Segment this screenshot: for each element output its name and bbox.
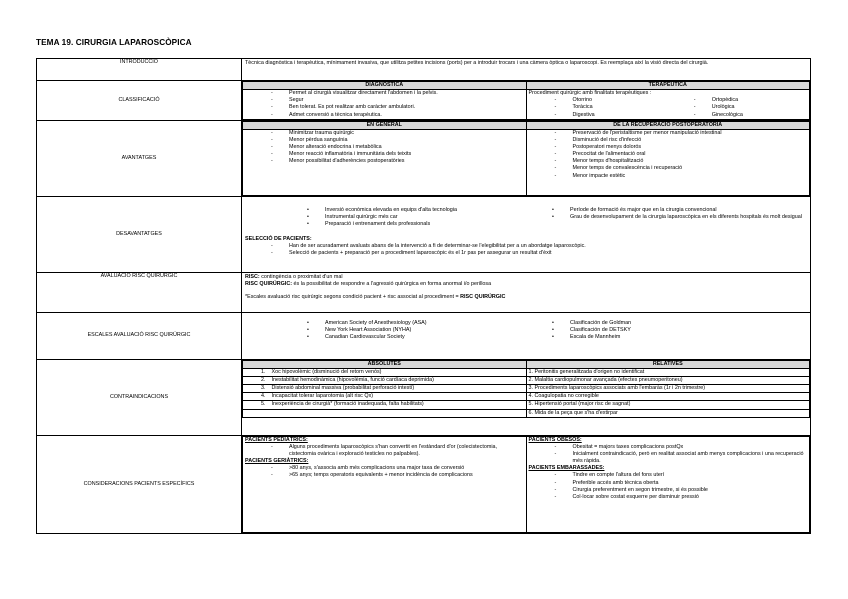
list-item: - Selecció de pacients + preparació per a procediment laparoscòpic és el 1r pas per assegurar un resultat d'èxit xyxy=(245,250,807,257)
list-item: - Menor possibilitat d'adherències postoperatòries xyxy=(245,158,524,165)
diag-header: DIAGNÒSTICA xyxy=(243,82,527,90)
list-item: - Han de ser acuradament avaluats abans de la intervenció a fi de determinar-se l'elegibilitat per a un abordatge laparoscòpic. xyxy=(245,243,807,250)
list-item: • Escala de Mannheim xyxy=(526,334,807,341)
row-introduccio xyxy=(37,59,811,81)
gen-list xyxy=(245,130,524,166)
list-item: - Cirurgia preferentment en segon trimestre, si és possible xyxy=(529,487,808,494)
risc-quir-text: és la possibilitat de respondre a l'agressió quirúrgica en forma anormal i/o perillosa xyxy=(293,280,492,287)
note-prefix: *Escales avaluació risc quirúrgic segons condició pacient + risc associat al procediment = xyxy=(245,294,461,300)
label-escales: ESCALES AVALUACIÓ RISC QUIRÚRGIC xyxy=(37,312,242,359)
risc-text: contingència o proximitat d'un mal xyxy=(261,273,343,280)
num: 5. xyxy=(261,401,266,408)
label-contraindicacions: CONTRAINDICACIONS xyxy=(37,359,242,435)
contraindicacions-table xyxy=(242,360,810,418)
list-item: • Preparació i entrenament dels professionals xyxy=(281,221,526,228)
list-item: - Ben tolerat. Es pot realitzar amb caràcter ambulatori. xyxy=(245,104,524,111)
obe-title: PACIENTS OBESOS: xyxy=(528,436,582,443)
list-item: - Menor pèrdua sanguínia xyxy=(245,137,524,144)
label-introduccio: INTRODUCCIÓ xyxy=(37,59,242,81)
abs-item: Inestabilitat hemodinàmica (hipovolèmia, funció cardíaca deprimida) xyxy=(271,377,434,383)
row-avaluacio xyxy=(37,272,811,312)
list-item: • Període de formació és major que en la cirurgia convencional xyxy=(526,207,807,214)
ped-title: PACIENTS PEDIÀTRICS: xyxy=(245,436,308,443)
ter-intro: Procediment quirúrgic amb finalitats terapèutiques : xyxy=(528,90,652,97)
rel-item: 2. Malaltia cardiopulmonar avançada (efectes pneumoperitoneu) xyxy=(526,377,810,385)
rel-item: 4. Coagulopatia no corregible xyxy=(526,393,810,401)
list-item: - Inicialment contraindicació, però en realitat associat amb menys complicacions i una recuperació més ràpida. xyxy=(529,451,808,465)
emb-title: PACIENTS EMBARASSADES: xyxy=(528,465,605,472)
list-item: - Menor reacció inflamatòria i immunitària dels teixits xyxy=(245,151,524,158)
list-item: - >65 anys; temps operatoris equivalents + menor incidència de complicacions xyxy=(245,472,524,479)
list-item: - Menor impacte estètic xyxy=(529,173,808,180)
list-item: • Grau de desenvolupament de la cirurgia laparoscòpica en els diferents hospitals és molt desigual xyxy=(526,214,807,221)
ped-list xyxy=(245,444,524,458)
desav-list-2 xyxy=(526,207,807,221)
list-item: - Menor alteració endocrina i metabòlica xyxy=(245,144,524,151)
rec-list xyxy=(529,130,808,180)
list-item: - Digestiva xyxy=(529,112,668,119)
list-item: - Menor temps de convalescència i recuperació xyxy=(529,165,808,172)
rel-item: 6. Mida de la peça que s'ha d'extirpar xyxy=(526,409,810,417)
list-item: - Preferible accés amb tècnica oberta xyxy=(529,480,808,487)
num: 4. xyxy=(261,393,266,400)
label-classificacio: CLASSIFICACIÓ xyxy=(37,81,242,121)
rel-header: RELATIVES xyxy=(526,360,810,368)
row-contraindicacions xyxy=(37,359,811,435)
list-item: - Col·locar sobre costat esquerre per disminuir pressió xyxy=(529,494,808,501)
abs-item: Inexperiència de cirurgià* (formació inadequada, falta habilitats) xyxy=(271,401,424,408)
gen-header: EN GENERAL xyxy=(243,121,527,129)
list-item: - Urològica xyxy=(668,104,807,111)
intro-text: Tècnica diagnòstica i terapèutica, mínimament invasiva, que utilitza petites incisions (ports) per a introduir trocars i una càmera òptica o laparoscopi. Es reemplaça així la visió directa del cirurgià. xyxy=(242,59,811,81)
diag-list xyxy=(245,90,524,119)
rel-item: 3. Procediments laparoscòpics associats amb l'embaràs (1r i 2n trimestre) xyxy=(526,385,810,393)
row-classificacio xyxy=(37,81,811,121)
abs-header: ABSOLUTES xyxy=(243,360,527,368)
list-item: - Preservació de l'peristaltisme per menor manipulació intestinal xyxy=(529,130,808,137)
list-item: - Permet al cirurgià visualitzar directament l'abdomen i la pelvis. xyxy=(245,90,524,97)
ter-list-2 xyxy=(668,97,807,118)
ger-title: PACIENTS GERIÀTRICS: xyxy=(245,458,309,465)
label-desavantatges: DESAVANTATGES xyxy=(37,196,242,272)
list-item: - Postoperatori menys dolorós xyxy=(529,144,808,151)
list-item: • Clasificación de Goldman xyxy=(526,320,807,327)
avantatges-table xyxy=(242,121,810,196)
consideracions-table xyxy=(242,436,810,533)
row-desavantatges xyxy=(37,196,811,272)
list-item: - Tindre en compte l'altura del fons uterí xyxy=(529,472,808,479)
row-avantatges xyxy=(37,120,811,196)
list-item: • New York Heart Association (NYHA) xyxy=(281,327,526,334)
selection-title: SELECCIÓ DE PACIENTS: xyxy=(245,236,312,243)
row-consideracions xyxy=(37,435,811,533)
list-item: - Obesitat = majors taxes complicacions postQx xyxy=(529,444,808,451)
num: 1. xyxy=(261,368,266,375)
list-item: • Instrumental quirúrgic més car xyxy=(281,214,526,221)
rel-item: 5. Hipertensió portal (major risc de sagnat) xyxy=(526,401,810,409)
emb-list xyxy=(529,472,808,501)
list-item: - >80 anys, s'associa amb més complicacions una major taxa de conversió xyxy=(245,465,524,472)
num: 2. xyxy=(261,377,266,383)
selection-list xyxy=(245,243,807,257)
list-item: - Toràcica xyxy=(529,104,668,111)
rel-item: 1. Peritonitis generalitzada d'origen no identificat xyxy=(526,368,810,376)
list-item: - Admet conversió a tècnica terapèutica. xyxy=(245,112,524,119)
classificacio-table xyxy=(242,81,810,120)
risc-label: RISC: xyxy=(245,273,260,280)
ter-list-1 xyxy=(529,97,668,118)
ger-list xyxy=(245,465,524,479)
note-bold: RISC QUIRÚRGIC xyxy=(460,294,506,300)
label-consideracions: CONSIDERACIONS PACIENTS ESPECÍFICS xyxy=(37,435,242,533)
abs-item: Xoc hipovolèmic (disminució del retorn venós) xyxy=(271,368,382,375)
list-item: • Inversió econòmica elevada en equips d'alta tecnologia xyxy=(281,207,526,214)
abs-item: Incapacitat tolerar laparotomia (alt risc Qx) xyxy=(271,393,374,400)
rec-header: DE LA RECUPERACIÓ POSTOPERATÒRIA xyxy=(526,121,810,129)
list-item: - Precocitat de l'alimentació oral xyxy=(529,151,808,158)
list-item: - Alguns procediments laparoscòpics s'han convertit en l'estàndard d'or (colecistectomia, cistectomia ovàrica i exploració testicles no palpables). xyxy=(245,444,524,458)
list-item: - Ginecològica xyxy=(668,112,807,119)
label-avantatges: AVANTATGES xyxy=(37,120,242,196)
summary-table xyxy=(36,58,811,534)
escales-list-2 xyxy=(526,320,807,341)
list-item: - Otorrino xyxy=(529,97,668,104)
list-item: - Menor temps d'hospitalització xyxy=(529,158,808,165)
ter-header: TERAPÈUTICA xyxy=(526,82,810,90)
num: 3. xyxy=(261,385,266,392)
list-item: • Clasificación de DETSKY xyxy=(526,327,807,334)
escales-list-1 xyxy=(245,320,526,341)
list-item: - Minimitzar trauma quirúrgic xyxy=(245,130,524,137)
list-item: - Disminució del risc d'infecció xyxy=(529,137,808,144)
obe-list xyxy=(529,444,808,465)
list-item: - Ortopèdica xyxy=(668,97,807,104)
desav-list-1 xyxy=(245,207,526,228)
list-item: - Segur xyxy=(245,97,524,104)
document-title: TEMA 19. CIRURGIA LAPAROSCÒPICA xyxy=(36,38,192,47)
risc-quir-label: RISC QUIRÚRGIC: xyxy=(245,280,293,287)
list-item: • Canadian Cardiovascular Society xyxy=(281,334,526,341)
abs-item: Distensió abdominal massiva (probabilitat perforació intestí) xyxy=(271,385,415,392)
row-escales xyxy=(37,312,811,359)
label-avaluacio: AVALUACIÓ RISC QUIRÚRGIC xyxy=(37,272,242,312)
list-item: • American Society of Anesthesiology (ASA) xyxy=(281,320,526,327)
